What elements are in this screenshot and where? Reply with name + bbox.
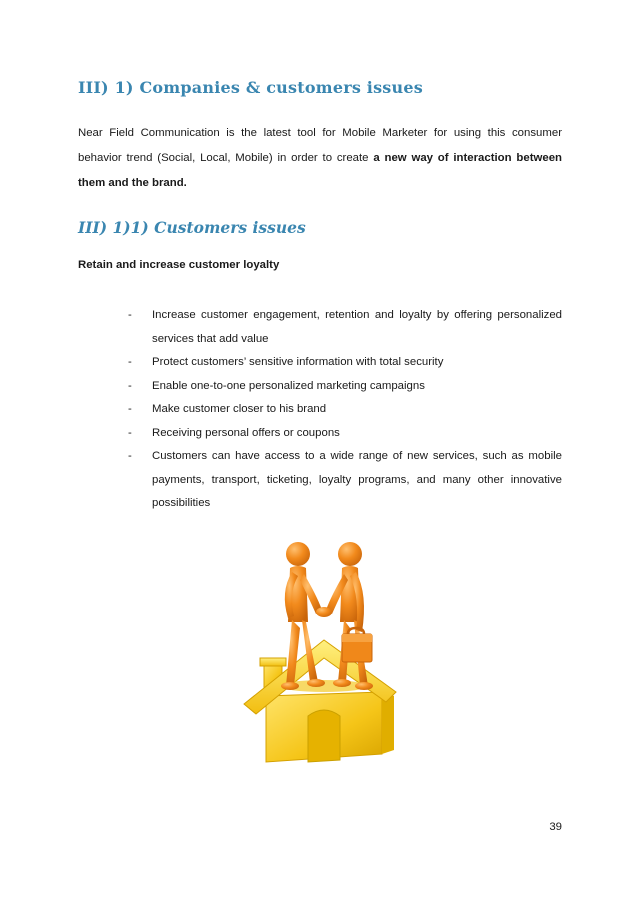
bullet-dash: - [128,403,132,415]
intro-text: Near Field Communication is the latest tool for Mobile Marketer for using this consumer behavior trend (Social, Local, Mobile) in order to create [78,127,562,164]
list-item [126,351,562,375]
handshake-icon [316,607,332,617]
list-item-text: Receiving personal offers or coupons [152,426,340,439]
list-item-text: Customers can have access to a wide range of new services, such as mobile payments, transport, ticketing, loyalty programs, and many other innovative possibilities [152,450,562,509]
subsection-heading: III) 1)1) Customers issues [78,218,306,237]
bullet-dash: - [128,426,132,439]
bullet-dash: - [128,450,132,462]
list-item [126,422,562,446]
section-heading: III) 1) Companies & customers issues [78,78,423,97]
bullet-list [126,304,562,516]
list-item-text: Make customer closer to his brand [152,403,327,415]
intro-paragraph [78,121,562,196]
list-item [126,304,562,351]
house-icon [244,640,396,762]
bullet-dash: - [128,309,132,321]
list-item [126,445,562,516]
list-item [126,398,562,422]
page-number: 39 [549,821,562,833]
list-item-text: Enable one-to-one personalized marketing campaigns [152,379,425,392]
bullet-dash: - [128,379,132,392]
section-label: Retain and increase customer loyalty [78,259,280,271]
list-item-text: Protect customers’ sensitive information with total security [152,356,444,368]
handshake-on-house-illustration [236,536,412,772]
list-item-text: Increase customer engagement, retention and loyalty by offering personalized services that add value [152,309,562,345]
list-item [126,375,562,399]
intro-bold-text: a new way of interaction between them and the brand. [78,152,562,189]
bullet-dash: - [128,356,132,368]
